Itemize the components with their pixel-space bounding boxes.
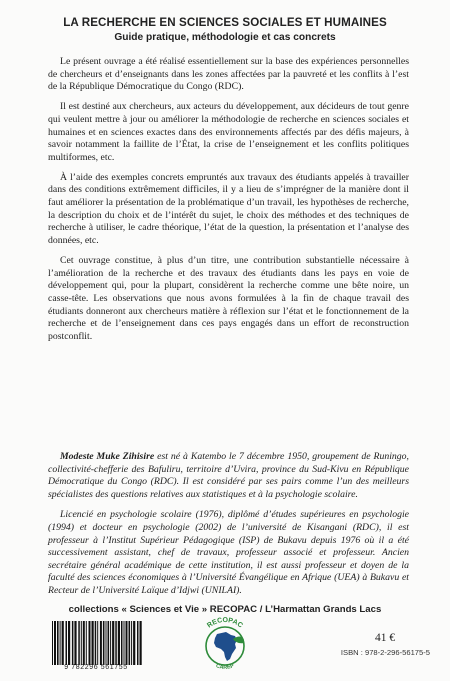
barcode-bar [121, 621, 123, 665]
barcode-bar [108, 621, 110, 665]
barcode-bar [115, 621, 117, 665]
author-bio-text: est né à Katembo le 7 décembre 1950, groupement de Runingo, collectivité-chefferie des Bafuliru, territoire d’Uvira, province du Sud-Kivu en République Démocratique du Congo (RDC). Il est considéré par ses pairs comme l’un des meilleurs spécialistes des questions relatives aux statistiques et à la psychologie scolaire. [48, 451, 409, 500]
barcode-bar [68, 621, 70, 665]
logo-bottom-text: CAREP [214, 663, 236, 671]
summary-paragraph: À l’aide des exemples concrets empruntés aux travaux des étudiants appelés à travailler dans des conditions extrêmement difficiles, il y a lieu de s’imprégner de la manière dont il faut améliorer la présentation de la problématique d’un travail, les hypothèses de recherche, la description du choix et de l’intérêt du sujet, le choix des méthodes et des techniques de recherche à utiliser, le cadre théorique, l’état de la question, la présentation et l’analyse des données, etc. [48, 171, 409, 247]
barcode-bar [86, 621, 87, 665]
barcode-bar [81, 621, 82, 665]
author-bio-paragraph [48, 451, 409, 501]
africa-map-icon [214, 632, 237, 661]
barcode-bar [103, 621, 105, 665]
barcode-bar [110, 621, 111, 665]
barcode [50, 621, 142, 665]
barcode-number: 9 782296 561755 [64, 664, 128, 671]
author-bio [48, 451, 409, 606]
barcode-bar [78, 621, 80, 665]
book-subtitle: Guide pratique, méthodologie et cas concrets [114, 32, 336, 43]
author-bio-paragraph: Licencié en psychologie scolaire (1976), diplômé d’études supérieures en psychologie (1994) et docteur en psychologie (2002) de l’université de Kisangani (RDC), il est professeur à l’Institut Supérieur Pédagogique (ISP) de Bukavu depuis 1976 où il a été successivement assistant, chef de travaux, professeur associé et professeur. Ancien secrétaire général académique de cette institution, il est aussi professeur et doyen de la faculté des sciences économiques à l’Université Évangélique en Afrique (UEA) à Bukavu et Recteur de l’Université Laïque d’Idjwi (UNILAI). [48, 509, 409, 596]
summary-text [48, 56, 409, 351]
barcode-bar [54, 621, 56, 665]
summary-paragraph: Il est destiné aux chercheurs, aux acteurs du développement, aux décideurs de tout genre qui veulent mettre à jour ou améliorer la méthodologie de recherche en sciences sociales et humaines et en sciences exactes dans des environnements affectés par des défis majeurs, à savoir notamment la faillite de l’État, la crise de l’enseignement et les conflits politiques multiformes, etc. [48, 101, 409, 163]
barcode-bar [83, 621, 85, 665]
barcode-bar [118, 621, 120, 665]
barcode-bar [92, 621, 94, 665]
barcode-bar [57, 621, 59, 665]
barcode-bar [72, 621, 74, 665]
summary-paragraph: Le présent ouvrage a été réalisé essentiellement sur la base des expériences personnelles de chercheurs et d’enseignants dans les zones affectées par la pauvreté et les conflits à l’est de la République Démocratique du Congo (RDC). [48, 56, 409, 93]
book-title: LA RECHERCHE EN SCIENCES SOCIALES ET HUMAINES [63, 16, 387, 29]
barcode-bar [97, 621, 98, 665]
barcode-bar [60, 621, 61, 665]
barcode-bar [131, 621, 132, 665]
barcode-bar [137, 621, 139, 665]
collection-line: collections « Sciences et Vie » RECOPAC / L’Harmattan Grands Lacs [68, 604, 382, 615]
barcode-bar [89, 621, 91, 665]
recopac-logo [193, 612, 257, 676]
summary-paragraph: Cet ouvrage constitue, à plus d’un titre, une contribution substantielle nécessaire à l’amélioration de la recherche et des travaux des étudiants dans les pays en voie de développement qui, pour la plupart, considèrent la recherche comme une bête noire, un casse-tête. Les observations que nous avons formulées à la fin de chaque travail des étudiants donneront aux chercheurs matière à réflexion sur l’état et le fonctionnement de la recherche et de l’enseignement dans ces pays engagés dans un effort de reconstruction postconflit. [48, 254, 409, 343]
barcode-bar [62, 621, 64, 665]
barcode-bar [112, 621, 114, 665]
barcode-bar [124, 621, 125, 665]
price: 41 € [375, 632, 396, 644]
logo-top-text: RECOPAC [206, 616, 244, 630]
barcode-bar [129, 621, 131, 665]
barcode-bar [74, 621, 76, 665]
barcode-bar [95, 621, 97, 665]
barcode-bar [126, 621, 128, 665]
author-name: Modeste Muke Zihisire [60, 451, 155, 462]
barcode-bar [100, 621, 102, 665]
isbn: ISBN : 978-2-296-56175-5 [340, 648, 430, 657]
barcode-bar [52, 621, 53, 665]
barcode-bar [106, 621, 107, 665]
barcode-bar [140, 621, 142, 665]
barcode-bar [66, 621, 68, 665]
barcode-bar [133, 621, 135, 665]
